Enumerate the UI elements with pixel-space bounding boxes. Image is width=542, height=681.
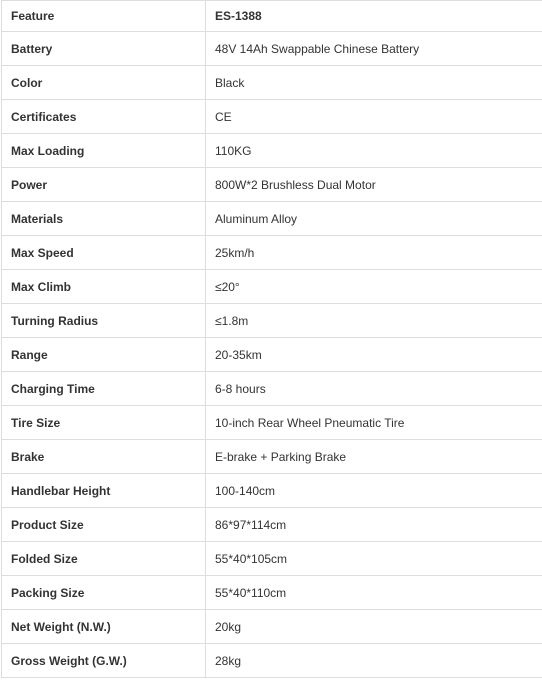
table-row <box>2 66 542 100</box>
table-row <box>2 440 542 474</box>
feature-name-cell: Certificates <box>2 100 206 134</box>
feature-name-cell: Max Climb <box>2 270 206 304</box>
feature-name-cell: Color <box>2 66 206 100</box>
feature-value-cell: 55*40*105cm <box>206 542 542 576</box>
feature-name-cell: Battery <box>2 32 206 66</box>
table-row <box>2 542 542 576</box>
feature-name-cell: Materials <box>2 202 206 236</box>
feature-value-cell: CE <box>206 100 542 134</box>
feature-value-cell: ≤1.8m <box>206 304 542 338</box>
feature-name-cell: Turning Radius <box>2 304 206 338</box>
table-row <box>2 32 542 66</box>
feature-value-cell: Black <box>206 66 542 100</box>
feature-value-cell: 86*97*114cm <box>206 508 542 542</box>
feature-value-cell: 48V 14Ah Swappable Chinese Battery <box>206 32 542 66</box>
feature-name-cell: Packing Size <box>2 576 206 610</box>
feature-name-cell: Power <box>2 168 206 202</box>
table-row <box>2 168 542 202</box>
feature-name-cell: Net Weight (N.W.) <box>2 610 206 644</box>
table-row <box>2 576 542 610</box>
table-row <box>2 134 542 168</box>
feature-name-cell: Product Size <box>2 508 206 542</box>
header-model-cell: ES-1388 <box>206 1 542 32</box>
table-row <box>2 610 542 644</box>
feature-value-cell: E-brake + Parking Brake <box>206 440 542 474</box>
table-row <box>2 270 542 304</box>
feature-value-cell: 20kg <box>206 610 542 644</box>
table-row <box>2 236 542 270</box>
feature-value-cell: 6-8 hours <box>206 372 542 406</box>
header-feature-cell: Feature <box>2 1 206 32</box>
table-row <box>2 304 542 338</box>
feature-value-cell: 10-inch Rear Wheel Pneumatic Tire <box>206 406 542 440</box>
feature-value-cell: ≤20° <box>206 270 542 304</box>
feature-value-cell: 25km/h <box>206 236 542 270</box>
table-row <box>2 644 542 678</box>
feature-name-cell: Handlebar Height <box>2 474 206 508</box>
feature-name-cell: Folded Size <box>2 542 206 576</box>
feature-name-cell: Tire Size <box>2 406 206 440</box>
feature-value-cell: 100-140cm <box>206 474 542 508</box>
spec-table <box>1 0 542 678</box>
table-row <box>2 406 542 440</box>
feature-name-cell: Gross Weight (G.W.) <box>2 644 206 678</box>
feature-name-cell: Charging Time <box>2 372 206 406</box>
feature-value-cell: 800W*2 Brushless Dual Motor <box>206 168 542 202</box>
feature-name-cell: Max Speed <box>2 236 206 270</box>
table-row <box>2 372 542 406</box>
feature-value-cell: 28kg <box>206 644 542 678</box>
feature-value-cell: 55*40*110cm <box>206 576 542 610</box>
table-row <box>2 474 542 508</box>
feature-value-cell: Aluminum Alloy <box>206 202 542 236</box>
table-row <box>2 338 542 372</box>
feature-value-cell: 110KG <box>206 134 542 168</box>
feature-name-cell: Max Loading <box>2 134 206 168</box>
feature-name-cell: Range <box>2 338 206 372</box>
table-header-row <box>2 1 542 32</box>
table-row <box>2 100 542 134</box>
spec-table-body <box>2 1 542 678</box>
table-row <box>2 508 542 542</box>
table-row <box>2 202 542 236</box>
feature-name-cell: Brake <box>2 440 206 474</box>
feature-value-cell: 20-35km <box>206 338 542 372</box>
